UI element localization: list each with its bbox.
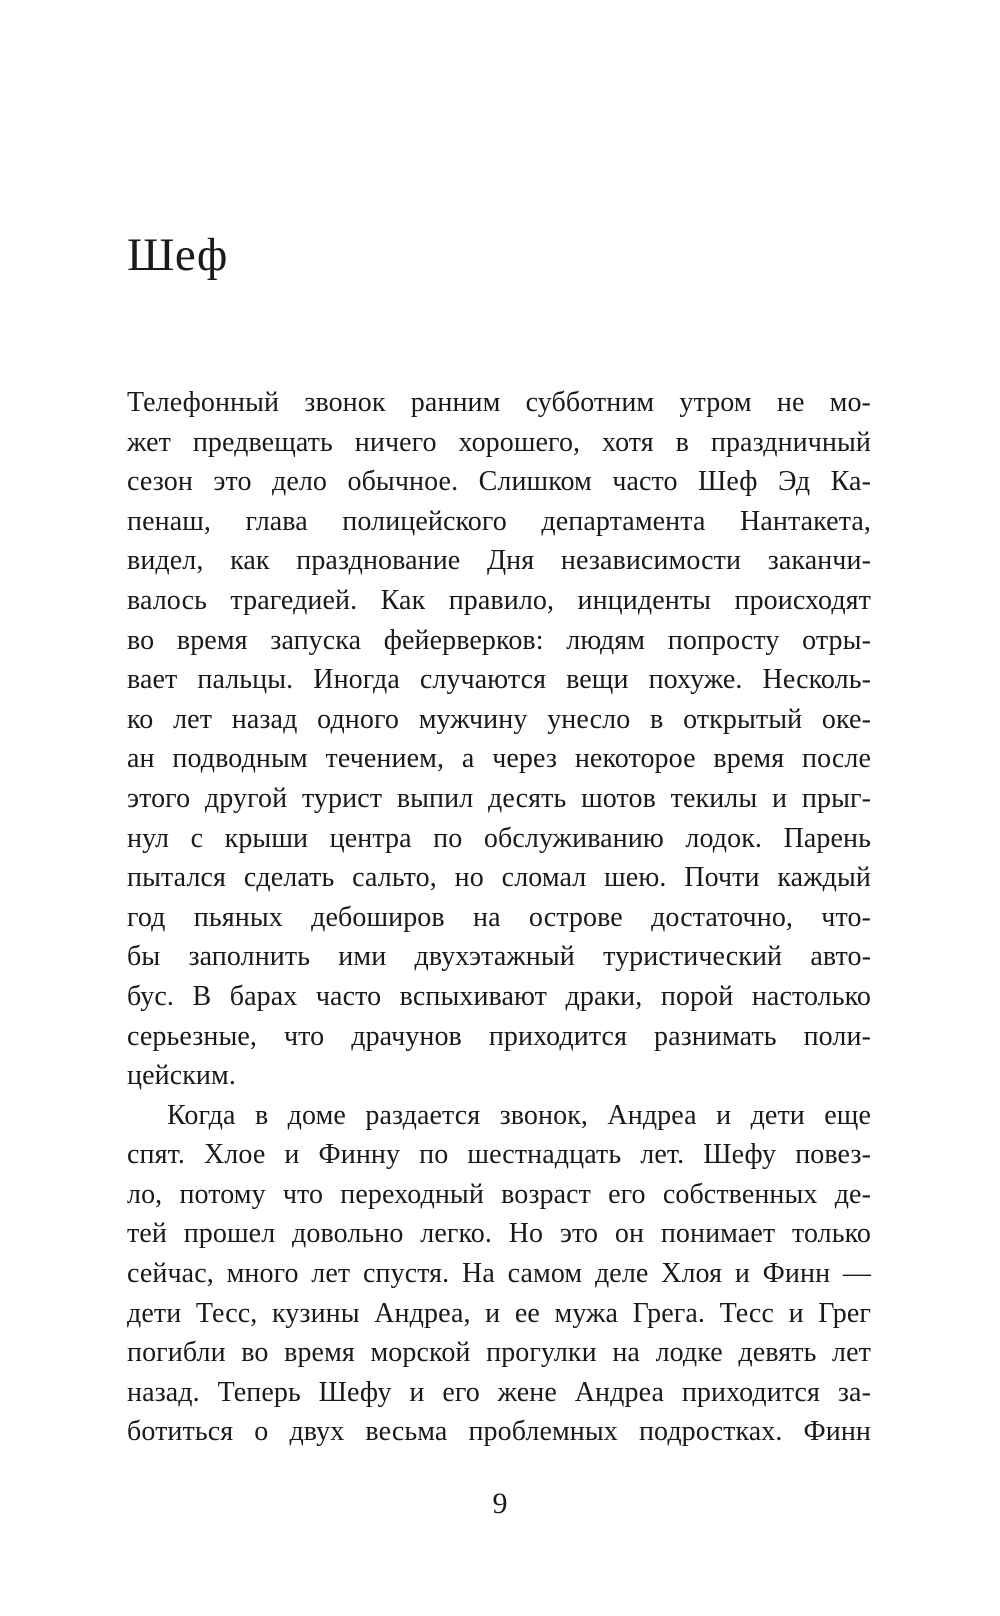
text-line: ко лет назад одного мужчину унесло в открытый оке- [127, 703, 871, 735]
text-line: пытался сделать сальто, но сломал шею. Почти каждый [127, 862, 871, 894]
text-line: видел, как празднование Дня независимости заканчи- [127, 545, 871, 577]
text-line: бус. В барах часто вспыхивают драки, порой настолько [127, 980, 871, 1012]
text-line: нул с крыши центра по обслуживанию лодок. Парень [127, 822, 871, 854]
text-line: вает пальцы. Иногда случаются вещи похуже. Несколь- [127, 664, 871, 696]
text-line: погибли во время морской прогулки на лодке девять лет [127, 1337, 871, 1369]
text-line: серьезные, что драчунов приходится разнимать поли- [127, 1020, 871, 1052]
chapter-title: Шеф [127, 229, 228, 281]
text-line: сезон это дело обычное. Слишком часто Шеф Эд Ка- [127, 466, 871, 498]
text-line: жет предвещать ничего хорошего, хотя в праздничный [127, 426, 871, 458]
text-line: цейским. [127, 1060, 236, 1092]
text-line: Когда в доме раздается звонок, Андреа и дети еще [167, 1099, 871, 1131]
text-line: пенаш, глава полицейского департамента Нантакета, [127, 505, 871, 537]
text-line: назад. Теперь Шефу и его жене Андреа приходится за- [127, 1376, 871, 1408]
text-line: дети Тесс, кузины Андреа, и ее мужа Грега. Тесс и Грег [127, 1297, 871, 1329]
text-line: ан подводным течением, а через некоторое время после [127, 743, 871, 775]
text-line: год пьяных дебоширов на острове достаточно, что- [127, 901, 871, 933]
text-line: ботиться о двух весьма проблемных подростках. Финн [127, 1416, 871, 1448]
text-line: Телефонный звонок ранним субботним утром не мо- [127, 387, 871, 418]
text-line: бы заполнить ими двухэтажный туристический авто- [127, 941, 871, 973]
page-number: 9 [492, 1487, 508, 1520]
text-line: сейчас, много лет спустя. На самом деле Хлоя и Финн — [127, 1258, 871, 1290]
text-line: этого другой турист выпил десять шотов текилы и прыг- [127, 782, 871, 814]
text-line: тей прошел довольно легко. Но это он понимает только [127, 1218, 871, 1250]
text-line: валось трагедией. Как правило, инциденты происходят [127, 584, 871, 616]
body-text [127, 383, 871, 1452]
text-line: ло, потому что переходный возраст его собственных де- [127, 1178, 871, 1210]
text-line: во время запуска фейерверков: людям попросту отры- [127, 624, 871, 656]
text-line: спят. Хлое и Финну по шестнадцать лет. Шефу повез- [127, 1139, 871, 1171]
